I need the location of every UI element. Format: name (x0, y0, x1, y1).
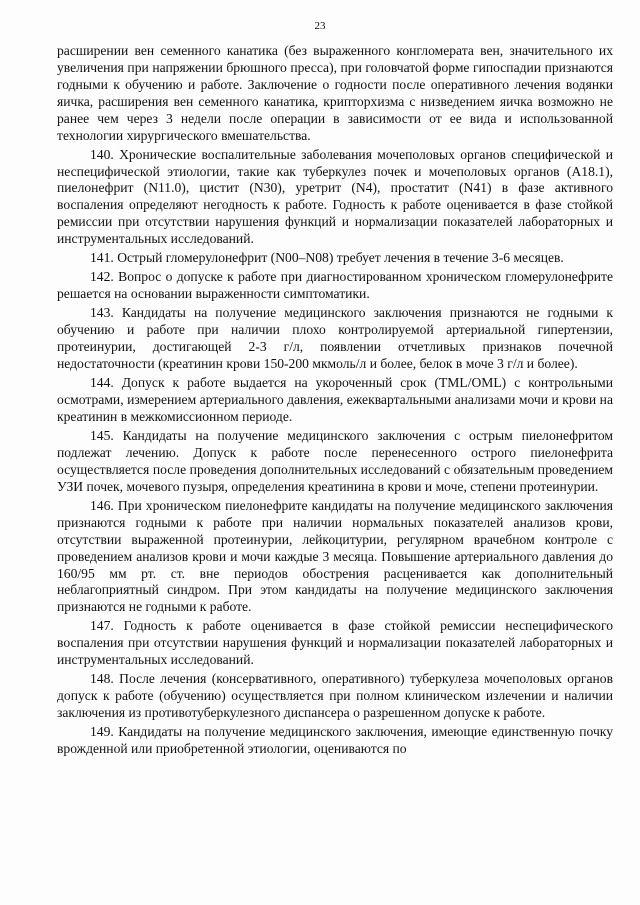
paragraph-143: 143. Кандидаты на получение медицинского заключения признаются не годными к обучению и работе при наличии плохо контролируемой артериальной гипертензии, протеинурии, достигающей 2-3 г/л, появлении отчетливых признаков почечной недостаточности (креатинин крови 150-200 мкмоль/л и более, белок в моче 3 г/л и более). (57, 305, 613, 372)
paragraph-146: 146. При хроническом пиелонефрите кандидаты на получение медицинского заключения признаются годными к работе при наличии нормальных показателей анализов крови, отсутствии выраженной протеинурии, лейкоцитурии, регулярном врачебном контроле с проведением анализов крови и мочи каждые 3 месяца. Повышение артериального давления до 160/95 мм рт. ст. вне периодов обострения расценивается как дополнительный неблагоприятный синдром. При этом кандидаты на получение медицинского заключения признаются не годными к работе. (57, 497, 613, 615)
paragraph-148: 148. После лечения (консервативного, оперативного) туберкулеза мочеполовых органов допуск к работе (обучению) осуществляется при полном клиническом излечении и наличии заключения из противотуберкулезного диспансера о разрешенном допуске к работе. (57, 671, 613, 721)
document-body (57, 43, 613, 760)
paragraph-144: 144. Допуск к работе выдается на укороченный срок (TML/OML) с контрольными осмотрами, измерением артериального давления, ежеквартальными анализами мочи и крови на креатинин в межкомиссионном периоде. (57, 375, 613, 424)
paragraph-145: 145. Кандидаты на получение медицинского заключения с острым пиелонефритом подлежат лечению. Допуск к работе после перенесенного острого пиелонефрита осуществляется после проведения дополнительных исследований с обязательным проведением УЗИ почек, мочевого пузыря, определения креатинина в крови и моче, степени протеинурии. (57, 428, 613, 494)
paragraph-142: 142. Вопрос о допуске к работе при диагностированном хроническом гломерулонефрите решается на основании выраженности симптоматики. (57, 269, 613, 302)
paragraph-149: 149. Кандидаты на получение медицинского заключения, имеющие единственную почку врожденной или приобретенной этиологии, оцениваются по (57, 724, 613, 757)
paragraph-continuation: расширении вен семенного канатика (без выраженного конгломерата вен, значительного их увеличения при напряжении брюшного пресса), при головчатой форме гипоспадии признаются годными к обучению и работе. Заключение о годности после оперативного лечения водянки яичка, расширения вен семенного канатика, крипторхизма с низведением яичка возможно не ранее чем через 3 недели после операции в зависимости от ее вида и использованной технологии хирургического вмешательства. (57, 43, 613, 143)
paragraph-147: 147. Годность к работе оценивается в фазе стойкой ремиссии неспецифического воспаления при отсутствии нарушения функций и нормализации показателей лабораторных и инструментальных исследований. (57, 618, 613, 668)
paragraph-141: 141. Острый гломерулонефрит (N00–N08) требует лечения в течение 3-6 месяцев. (90, 250, 564, 266)
page-number: 23 (314, 20, 326, 32)
paragraph-140: 140. Хронические воспалительные заболевания мочеполовых органов специфической и неспецифической этиологии, такие как туберкулез почек и мочеполовых органов (A18.1), пиелонефрит (N11.0), цистит (N30), уретрит (N4), простатит (N41) в фазе активного воспаления определяют негодность к работе. Годность к работе оценивается в фазе стойкой ремиссии при отсутствии нарушения функций и нормализации показателей лабораторных и инструментальных исследований. (57, 146, 613, 247)
